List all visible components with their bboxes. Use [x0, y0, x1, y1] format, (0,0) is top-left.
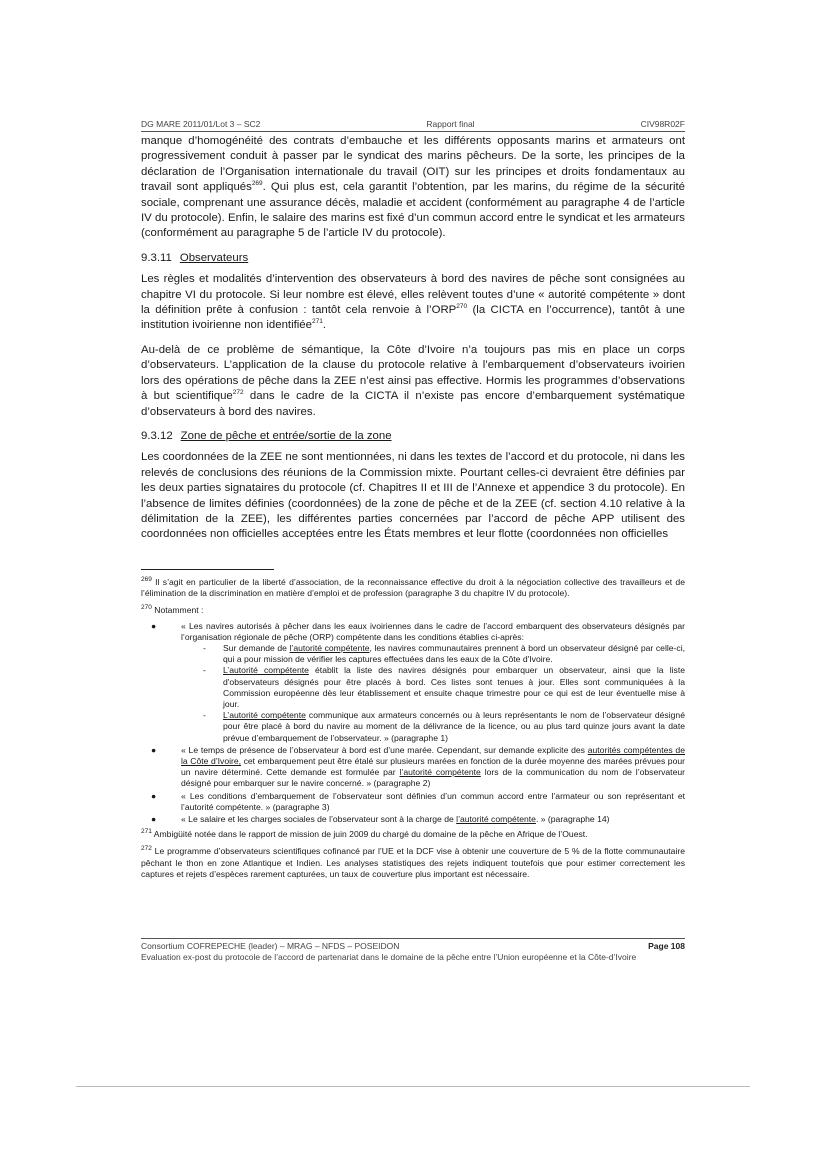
footnote-270: $^{270}$ Notamment : — [141, 604, 204, 616]
bullet-icon: ● — [151, 620, 157, 631]
page-number: Page 108 — [648, 941, 685, 951]
footnote-separator — [141, 569, 274, 570]
footer-rule — [141, 938, 685, 939]
page-footer — [141, 941, 685, 963]
footnotes — [141, 577, 685, 886]
paragraph-rules: Les règles et modalités d’intervention des observateurs à bord des navires de pêche sont consignées au chapitre VI du protocole. Si leur nombre est élevé, elles relèvent toutes d’une « autorité compétente » dont la définition prête à confusion : tantôt cela renvoie à l’ORP$^{270}$ (la CICTA en l’occurrence), tantôt à une institution ivoirienne non identifiée$^{271}$. — [141, 273, 685, 332]
sub-list-item: - Sur demande de l’autorité compétente, les navires communautaires prennent à bord un observateur désigné par celle-ci, qui a pour mission de vérifier les captures effectuées dans les eaux de la Côte d'Ivoire. — [203, 643, 685, 665]
section-heading-zone — [141, 429, 685, 444]
footnote-ref-269[interactable]: 269 — [251, 180, 263, 188]
page-bottom-divider — [76, 1086, 750, 1087]
page-header — [141, 119, 685, 129]
footnote-269: $^{269}$ Il s’agit en particulier de la liberté d’association, de la reconnaissance effective du droit à la négociation collective des travailleurs et de l’élimination de la discrimination en matière d’emploi et de profession (paragraphe 3 du chapitre IV du protocole). — [141, 576, 685, 599]
header-rule — [141, 131, 685, 132]
list-item: ● « Le salaire et les charges sociales de l’observateur sont à la charge de l’autorité compétente. » (paragraphe 14) — [151, 814, 610, 825]
sub-list-item: - L’autorité compétente établit la liste des navires désignés pour embarquer un observateur, ainsi que la liste d'observateurs désignés pour être placés à bord. Ces listes sont tenues à jour. Elles sont communiquées à la Commission européenne dès leur établissement et ensuite chaque trimestre pour ce qui est de leur éventuelle mise à jour. — [203, 665, 685, 710]
footer-consortium: Consortium COFREPECHE (leader) – MRAG – NFDS – POSEIDON — [141, 941, 400, 951]
bullet-icon: ● — [151, 744, 157, 755]
footnote-ref-272[interactable]: 272 — [232, 389, 244, 397]
sub-list-item: - L’autorité compétente communique aux armateurs concernés ou à leurs représentants le nom de l’observateur désigné pour être placé à bord du navire au moment de la délivrance de la licence, ou au plus tard quinze jours avant la date prévue d’embarquement de l’observateur. » (paragraphe 1) — [203, 710, 685, 743]
header-title: Rapport final — [426, 119, 475, 129]
dash-icon: - — [203, 710, 206, 721]
paragraph-contracts: manque d’homogénéité des contrats d’embauche et les différents opposants marins et armateurs ont progressivement conduit à passer par le syndicat des marins pêcheurs. De la sorte, les principes de la déclaration de l’Organisation internationale du travail (OIT) sur les principes et droits fondamentaux au travail sont appliqués$^{269}$. Qui plus est, cela garantit l’obtention, par les marins, du régime de la sécurité sociale, comprenant une assurance décès, maladie et accident (conformément au paragraphe 4 de l’article IV du protocole). Enfin, le salaire des marins est fixé d’un commun accord entre le syndicat et les armateurs (conformément au paragraphe 5 de l’article IV du protocole). — [141, 135, 685, 240]
bullet-icon: ● — [151, 814, 157, 825]
section-number: 9.3.12 — [141, 429, 173, 442]
dash-icon: - — [203, 665, 206, 676]
section-title: Observateurs — [179, 251, 249, 264]
sub-list — [181, 643, 685, 744]
header-reference: DG MARE 2011/01/Lot 3 – SC2 — [141, 119, 261, 129]
list-item: ● « Le temps de présence de l’observateur à bord est d’une marée. Cependant, sur demande explicite des autorités compétentes de la Côte d’Ivoire, cet embarquement peut être étalé sur plusieurs marées en fonction de la durée moyenne des marées prévues pour un navire déterminé. Cette demande est formulée par l’autorité compétente lors de la communication du nom de l’observateur désigné pour embarquer sur le navire concerné. » (paragraphe 2) — [151, 744, 685, 789]
footnote-272: $^{272}$ Le programme d’observateurs scientifiques cofinancé par l’UE et la DCF vise à obtenir une couverture de 5 % de la flotte communautaire pêchant le thon en zone Atlantique et Indien. Les analyses statistiques des rejets indiquent toutefois que pour estimer correctement les captures et rejets d’espèces rarement capturées, un taux de couverture plus important est nécessaire. — [141, 845, 685, 879]
list-item: ● « Les navires autorisés à pêcher dans les eaux ivoiriennes dans le cadre de l’accord embarquent des observateurs désignés par l’organisation régionale de pêche (ORP) compétente dans les conditions établies ci-après: - Sur demande de l’autorité compétente, les navires communautaires prennent à bord un observateur désigné par celle-ci, qui a pour mission de vérifier les captures effectuées dans les eaux de la Côte d'Ivoire. - L’autorité compétente établit la liste des navires désignés pour embarquer un observateur, ainsi que la liste d'observateurs désignés pour être placés à bord. Ces listes sont tenues à jour. Elles sont communiquées à la Commission européenne dès leur établissement et ensuite chaque trimestre pour ce qui est de leur éventuelle mise à jour. - L’autorité compétente communique aux armateurs concernés ou à leurs représentants le nom de l’observateur désigné pour être placé à bord du navire au moment de la délivrance de la licence, ou au plus tard quinze jours avant la date prévue d’embarquement de l’observateur. » (paragraphe 1) — [151, 620, 685, 743]
section-number: 9.3.11 — [141, 251, 172, 264]
paragraph-coordinates: Les coordonnées de la ZEE ne sont mentionnées, ni dans les textes de l’accord et du protocole, ni dans les relevés de conclusions des réunions de la Commission mixte. Pourtant celles-ci devraient être définies par les deux parties signataires du protocole (cf. Chapitres II et III de l’Annexe et appendice 3 du protocole). En l’absence de limites définies (coordonnées) de la zone de pêche et de la ZEE (cf. section 4.10 relative à la délimitation de la ZEE), les différentes parties concernées par l’accord de pêche APP utilisent des coordonnées non officielles acceptées entre les États membres et leur flotte (coordonnées non officielles — [141, 451, 685, 541]
main-text — [141, 134, 685, 552]
section-heading-observateurs — [141, 251, 685, 266]
section-title: Zone de pêche et entrée/sortie de la zone — [180, 429, 392, 442]
paragraph-semantics: Au-delà de ce problème de sémantique, la Côte d’Ivoire n’a toujours pas mis en place un corps d’observateurs. L’application de la clause du protocole relative à l’embarquement d’observateurs ivoirien lors des opérations de pêche dans la ZEE n’est ainsi pas effective. Hormis les programmes d’observations à but scientifique$^{272}$ dans le cadre de la CICTA il n’existe pas encore d’embarquement systématique d’observateurs à bord des navires. — [141, 343, 685, 418]
dash-icon: - — [203, 643, 206, 654]
list-item: ● « Les conditions d’embarquement de l’observateur sont définies d’un commun accord entre l’armateur ou son représentant et l’autorité compétente. » (paragraphe 3) — [151, 790, 685, 812]
footnote-271: $^{271}$ Ambigüité notée dans le rapport de mission de juin 2009 du chargé du domaine de la pêche en Afrique de l’Ouest. — [141, 828, 588, 840]
footer-subtitle: Evaluation ex-post du protocole de l’accord de partenariat dans le domaine de la pêche entre l’Union européenne et la Côte-d’Ivoire — [141, 952, 637, 962]
footnote-ref-271[interactable]: 271 — [311, 318, 323, 326]
header-code: CIV98R02F — [640, 119, 685, 129]
footnote-270-list — [141, 621, 685, 826]
bullet-icon: ● — [151, 790, 157, 801]
footnote-ref-270[interactable]: 270 — [456, 303, 468, 311]
